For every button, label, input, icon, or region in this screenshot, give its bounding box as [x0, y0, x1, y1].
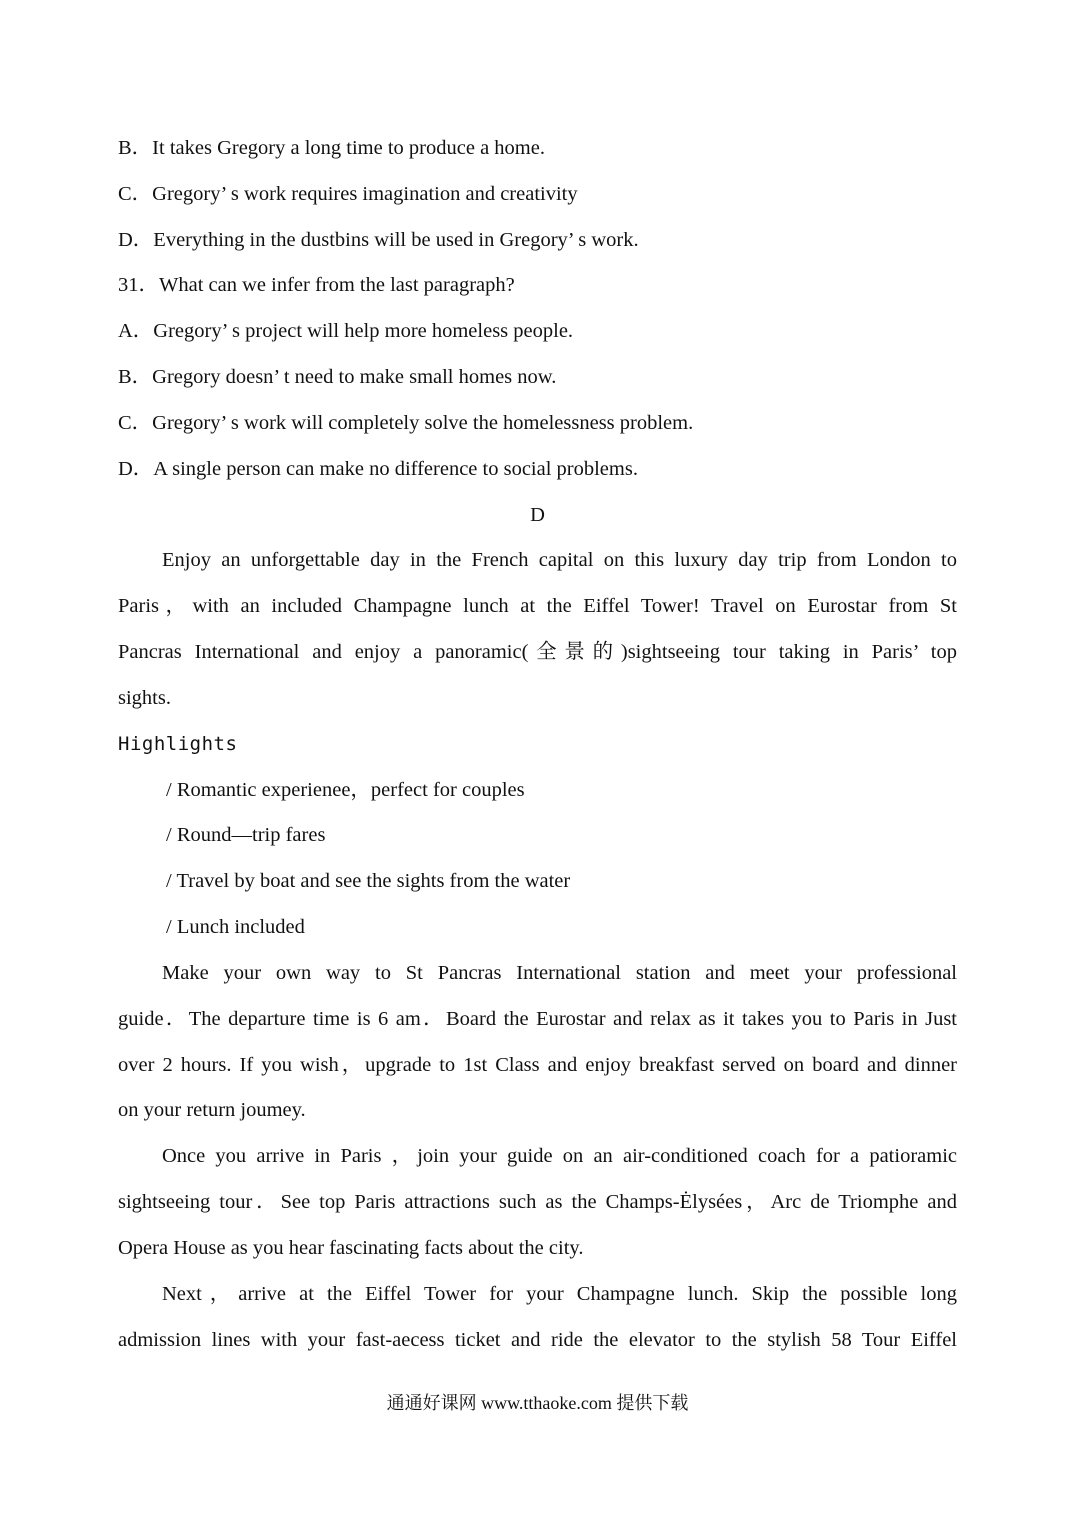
- para2-line-3: over 2 hours. If you wish，upgrade to 1st Class and enjoy breakfast served on board and dinner: [118, 1054, 957, 1076]
- q31-option-d: D．A single person can make no difference to social problems.: [118, 458, 638, 480]
- intro-line-3: Pancras International and enjoy a panoramic(全景的)sightseeing tour taking in Paris’ top: [118, 641, 957, 663]
- highlight-item: / Romantic experienee，perfect for couples: [166, 779, 525, 801]
- section-title: D: [530, 504, 545, 526]
- para2-line-4: on your return joumey.: [118, 1099, 306, 1121]
- para4-line-1: Next，arrive at the Eiffel Tower for your Champagne lunch. Skip the possible long: [162, 1283, 957, 1305]
- q30-option-d: D．Everything in the dustbins will be used in Gregory’ s work.: [118, 229, 639, 251]
- q31-option-c: C．Gregory’ s work will completely solve the homelessness problem.: [118, 412, 694, 434]
- highlight-item: / Travel by boat and see the sights from the water: [166, 870, 571, 892]
- q31-stem: 31．What can we infer from the last paragraph?: [118, 274, 515, 296]
- para2-line-1: Make your own way to St Pancras International station and meet your professional: [162, 962, 957, 984]
- intro-line-1: Enjoy an unforgettable day in the French capital on this luxury day trip from London to: [162, 549, 957, 571]
- para3-line-2: sightseeing tour．See top Paris attractions such as the Champs-Ėlysées，Arc de Triomphe and: [118, 1191, 957, 1213]
- q30-option-c: C．Gregory’ s work requires imagination and creativity: [118, 183, 578, 205]
- intro-line-4: sights.: [118, 687, 171, 709]
- q30-option-b: B．It takes Gregory a long time to produce a home.: [118, 137, 545, 159]
- q31-option-b: B．Gregory doesn’ t need to make small homes now.: [118, 366, 557, 388]
- para4-line-2: admission lines with your fast-aecess ticket and ride the elevator to the stylish 58 Tour Eiffel: [118, 1329, 957, 1351]
- para3-line-1: Once you arrive in Paris ，join your guide on an air-conditioned coach for a patioramic: [162, 1145, 957, 1167]
- highlights-heading: Highlights: [118, 733, 238, 755]
- footer-source: 通通好课网 www.tthaoke.com 提供下载: [386, 1393, 689, 1413]
- para3-line-3: Opera House as you hear fascinating facts about the city.: [118, 1237, 584, 1259]
- highlight-item: / Round—trip fares: [166, 824, 326, 846]
- intro-line-2: Paris，with an included Champagne lunch at the Eiffel Tower! Travel on Eurostar from St: [118, 595, 957, 617]
- q31-option-a: A．Gregory’ s project will help more homeless people.: [118, 320, 574, 342]
- para2-line-2: guide．The departure time is 6 am．Board the Eurostar and relax as it takes you to Paris in Just: [118, 1008, 957, 1030]
- highlight-item: / Lunch included: [166, 916, 305, 938]
